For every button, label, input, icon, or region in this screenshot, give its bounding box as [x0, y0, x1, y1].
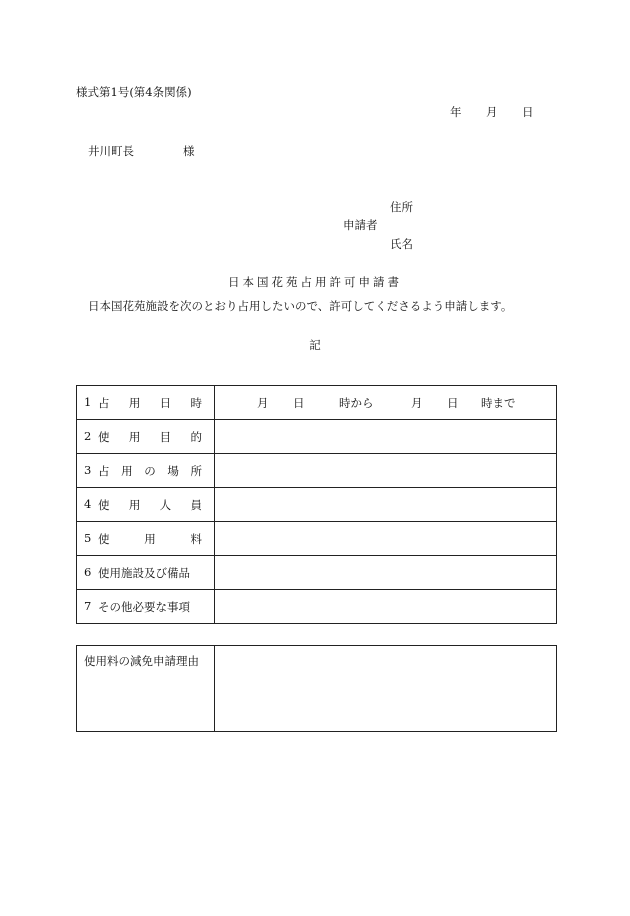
label-char: 使 — [98, 497, 110, 512]
table-row — [77, 488, 557, 522]
label-char: 使 — [98, 429, 110, 444]
label-char: 占 — [98, 463, 110, 478]
row-number: 1 — [84, 394, 92, 409]
label-char: 用 — [121, 463, 133, 478]
label-char: 的 — [190, 429, 202, 444]
to-day-label: 日 — [447, 395, 459, 410]
table-row — [77, 590, 557, 624]
label-char: 所 — [190, 463, 202, 478]
row-label-facilities — [77, 556, 215, 590]
ki-heading: 記 — [309, 338, 321, 352]
table-row — [77, 522, 557, 556]
table-row — [77, 454, 557, 488]
addressee-name: 井川町長 — [88, 144, 134, 158]
row-label-usage-fee — [77, 522, 215, 556]
form-number: 様式第1号(第4条関係) — [76, 85, 192, 99]
row-label-purpose — [77, 420, 215, 454]
row-number: 3 — [84, 462, 92, 477]
label-text: 使用施設及び備品 — [98, 565, 190, 580]
label-char: 用 — [128, 497, 141, 512]
row-label-location — [77, 454, 215, 488]
label-char: 員 — [190, 497, 202, 512]
other-matters-field[interactable] — [215, 590, 557, 624]
applicant-label: 申請者 — [343, 218, 378, 232]
application-statement: 日本国花苑施設を次のとおり占用したいので、許可してくださるよう申請します。 — [88, 299, 513, 313]
number-of-users-field[interactable] — [215, 488, 557, 522]
label-char: 用 — [144, 531, 156, 546]
table-row — [77, 420, 557, 454]
label-char: 用 — [128, 429, 141, 444]
label-text: その他必要な事項 — [98, 599, 190, 614]
facilities-field[interactable] — [215, 556, 557, 590]
document-title: 日本国花苑占用許可申請書 — [228, 275, 402, 289]
name-label: 氏名 — [390, 237, 413, 251]
label-char: 人 — [159, 497, 172, 512]
from-month-label: 月 — [257, 395, 269, 410]
label-char: 場 — [167, 463, 179, 478]
date-day-label: 日 — [522, 105, 534, 119]
to-month-label: 月 — [411, 395, 423, 410]
row-number: 6 — [84, 564, 92, 579]
label-char: 目 — [159, 429, 172, 444]
row-number: 4 — [84, 496, 92, 511]
fee-reduction-table — [76, 645, 557, 732]
row-number: 7 — [84, 598, 92, 613]
table-row — [77, 386, 557, 420]
date-month-label: 月 — [486, 105, 498, 119]
label-char: 用 — [128, 395, 141, 410]
application-details-table — [76, 385, 557, 624]
location-field[interactable] — [215, 454, 557, 488]
label-char: の — [144, 463, 156, 478]
to-hour-label: 時まで — [481, 395, 516, 410]
table-row — [77, 556, 557, 590]
label-char: 使 — [98, 531, 110, 546]
label-char: 時 — [190, 395, 202, 410]
row-number: 5 — [84, 530, 92, 545]
row-label-occupancy-datetime — [77, 386, 215, 420]
from-hour-label: 時から — [339, 395, 374, 410]
label-char: 料 — [190, 531, 202, 546]
usage-fee-field[interactable] — [215, 522, 557, 556]
label-char: 占 — [98, 395, 110, 410]
purpose-field[interactable] — [215, 420, 557, 454]
addressee-suffix: 様 — [183, 144, 195, 158]
address-label: 住所 — [390, 200, 413, 214]
fee-reduction-reason-field[interactable] — [215, 646, 557, 732]
row-number: 2 — [84, 428, 92, 443]
row-label-number-of-users — [77, 488, 215, 522]
table-row — [77, 646, 557, 732]
fee-reduction-label: 使用料の減免申請理由 — [77, 646, 215, 732]
row-label-other-matters — [77, 590, 215, 624]
occupancy-datetime-field[interactable] — [215, 386, 557, 420]
from-day-label: 日 — [293, 395, 305, 410]
label-char: 日 — [159, 395, 172, 410]
date-year-label: 年 — [450, 105, 462, 119]
